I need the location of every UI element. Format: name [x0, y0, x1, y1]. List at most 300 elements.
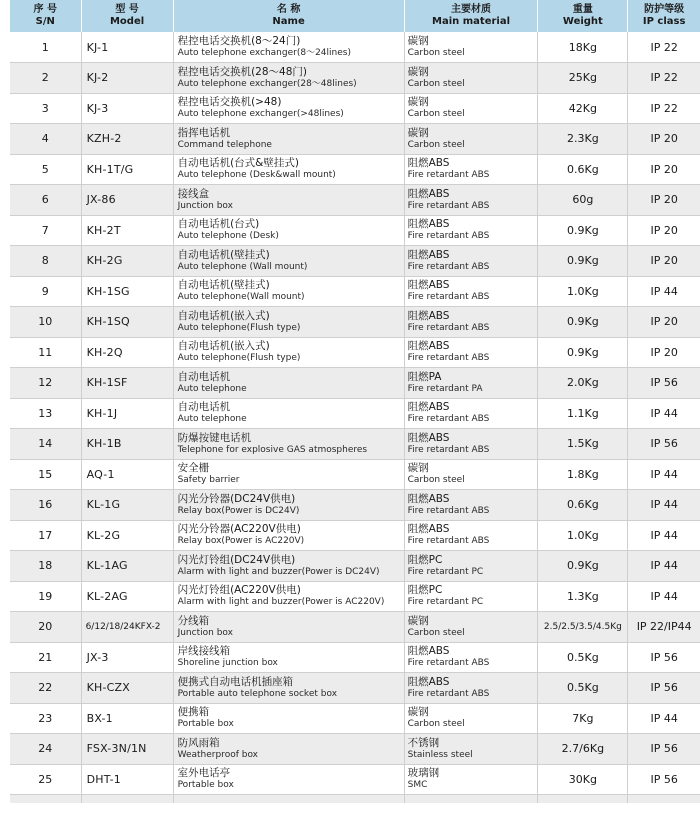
row-sn: 21 [10, 642, 81, 673]
row-material-en: Fire retardant ABS [407, 658, 490, 669]
row-material [404, 154, 538, 185]
row-name-en: Portable auto telephone socket box [177, 688, 338, 699]
row-ip-class: IP 22/IP44 [628, 612, 700, 643]
row-weight: 0.6Kg [538, 490, 628, 521]
row-ip-class: IP 56 [628, 764, 700, 795]
row-sn: 14 [10, 429, 81, 460]
row-material [404, 276, 538, 307]
row-material [404, 93, 538, 124]
row-weight: 2.5/2.5/3.5/4.5Kg [538, 612, 628, 643]
row-weight: 1.0Kg [538, 276, 628, 307]
row-ip-class: IP 44 [628, 398, 700, 429]
row-material-en: Fire retardant ABS [407, 688, 490, 699]
row-weight: 7Kg [538, 703, 628, 734]
row-model: KJ-2 [81, 63, 173, 94]
partial-cell [10, 795, 81, 804]
row-name [173, 93, 404, 124]
row-sn: 13 [10, 398, 81, 429]
row-ip-class: IP 44 [628, 703, 700, 734]
table-row [10, 185, 700, 216]
row-weight: 2.3Kg [538, 124, 628, 155]
row-ip-class: IP 20 [628, 215, 700, 246]
row-weight: 1.1Kg [538, 398, 628, 429]
row-name-en: Portable box [177, 719, 234, 730]
row-model: JX-3 [81, 642, 173, 673]
row-name-en: Auto telephone exchanger(8～24lines) [177, 48, 351, 58]
header-weight [538, 0, 628, 32]
row-material-cn: 碳钢 [407, 614, 429, 627]
row-name-en: Junction box [177, 200, 233, 211]
row-name-cn: 便携箱 [177, 706, 210, 719]
row-material-en: Carbon steel [407, 627, 465, 638]
row-name-en: Junction box [177, 627, 233, 638]
row-name-en: Auto telephone [177, 414, 247, 425]
row-model: KZH-2 [81, 124, 173, 155]
row-name-en: Auto telephone exchanger(28～48lines) [177, 78, 357, 89]
row-material-en: Carbon steel [407, 475, 465, 486]
row-ip-class: IP 22 [628, 32, 700, 63]
row-material [404, 673, 538, 704]
row-name-en: Safety barrier [177, 475, 240, 486]
row-material [404, 520, 538, 551]
row-name-cn: 自动电话机 [177, 401, 231, 414]
row-model: BX-1 [81, 703, 173, 734]
row-sn: 11 [10, 337, 81, 368]
table-row [10, 673, 700, 704]
row-material-en: Carbon steel [407, 109, 465, 120]
table-row-partial [10, 795, 700, 804]
row-name [173, 307, 404, 338]
row-name-cn: 岸线接线箱 [177, 645, 231, 658]
product-table [10, 0, 700, 803]
row-material-en: SMC [407, 780, 428, 791]
row-material-en: Fire retardant ABS [407, 353, 490, 364]
partial-cell [538, 795, 628, 804]
table-row [10, 337, 700, 368]
table-row [10, 124, 700, 155]
header-sn-en: S/N [35, 16, 55, 27]
row-material [404, 307, 538, 338]
row-material-en: Fire retardant ABS [407, 292, 490, 303]
row-material [404, 246, 538, 277]
row-name-cn: 分线箱 [177, 614, 210, 627]
row-sn: 3 [10, 93, 81, 124]
row-material [404, 368, 538, 399]
row-name-cn: 程控电话交换机(>48) [177, 96, 282, 109]
table-row [10, 63, 700, 94]
row-weight: 2.0Kg [538, 368, 628, 399]
row-material-en: Carbon steel [407, 78, 465, 89]
row-sn: 16 [10, 490, 81, 521]
row-material-cn: 不锈钢 [407, 736, 440, 749]
row-material-cn: 碳钢 [407, 462, 429, 475]
table-header-row [10, 0, 700, 32]
row-material-en: Fire retardant PC [407, 597, 484, 608]
table-row [10, 398, 700, 429]
header-material-en: Main material [432, 16, 511, 27]
row-name-cn: 闪光灯铃组(AC220V供电) [177, 584, 301, 597]
header-name [173, 0, 404, 32]
row-weight: 0.9Kg [538, 337, 628, 368]
row-material [404, 642, 538, 673]
row-name [173, 124, 404, 155]
row-name-en: Auto telephone exchanger(>48lines) [177, 109, 344, 120]
row-name-cn: 程控电话交换机(8～24门) [177, 35, 301, 47]
row-name-en: Auto telephone [177, 383, 247, 394]
row-name-cn: 防爆按键电话机 [177, 431, 252, 444]
row-ip-class: IP 44 [628, 459, 700, 490]
header-material [404, 0, 538, 32]
row-sn: 7 [10, 215, 81, 246]
row-ip-class: IP 20 [628, 124, 700, 155]
table-row [10, 581, 700, 612]
table-row [10, 307, 700, 338]
row-material-cn: 阻燃ABS [407, 523, 450, 536]
row-name-cn: 自动电话机(嵌入式) [177, 309, 270, 322]
row-material-cn: 阻燃ABS [407, 675, 450, 688]
row-weight: 1.0Kg [538, 520, 628, 551]
row-name-cn: 便携式自动电话机插座箱 [177, 675, 294, 688]
row-sn: 25 [10, 764, 81, 795]
row-material-en: Fire retardant ABS [407, 200, 490, 211]
header-model [81, 0, 173, 32]
row-sn: 17 [10, 520, 81, 551]
table-row [10, 368, 700, 399]
row-sn: 18 [10, 551, 81, 582]
row-model: DHT-1 [81, 764, 173, 795]
row-ip-class: IP 20 [628, 307, 700, 338]
row-weight: 0.6Kg [538, 154, 628, 185]
row-material-cn: 阻燃ABS [407, 218, 450, 231]
row-name [173, 63, 404, 94]
row-name [173, 368, 404, 399]
row-name-cn: 自动电话机(嵌入式) [177, 340, 270, 353]
row-ip-class: IP 20 [628, 185, 700, 216]
row-model: KH-2T [81, 215, 173, 246]
row-name-cn: 接线盒 [177, 187, 210, 200]
row-material-cn: 阻燃PC [407, 584, 443, 597]
table-row [10, 93, 700, 124]
row-name-en: Auto telephone (Desk) [177, 231, 279, 242]
row-material [404, 703, 538, 734]
row-material-cn: 阻燃ABS [407, 157, 450, 170]
row-material-cn: 阻燃ABS [407, 279, 450, 292]
row-ip-class: IP 44 [628, 276, 700, 307]
row-model: KJ-1 [81, 32, 173, 63]
row-sn: 5 [10, 154, 81, 185]
header-ip-cn: 防护等级 [644, 4, 685, 15]
table-row [10, 764, 700, 795]
header-ip-en: IP class [642, 16, 686, 27]
row-model: KH-CZX [81, 673, 173, 704]
row-model: KH-1SQ [81, 307, 173, 338]
row-weight: 0.5Kg [538, 673, 628, 704]
row-ip-class: IP 56 [628, 429, 700, 460]
row-name-en: Alarm with light and buzzer(Power is DC24V) [177, 566, 380, 577]
row-sn: 6 [10, 185, 81, 216]
row-name [173, 520, 404, 551]
table-body [10, 32, 700, 803]
row-name-cn: 闪光分铃器(DC24V供电) [177, 492, 296, 505]
row-material [404, 734, 538, 765]
row-name-cn: 室外电话亭 [177, 767, 231, 780]
row-weight: 0.9Kg [538, 307, 628, 338]
row-name-cn: 防风雨箱 [177, 736, 220, 749]
row-weight: 18Kg [538, 32, 628, 63]
row-name [173, 581, 404, 612]
table-row [10, 32, 700, 63]
row-material-cn: 碳钢 [407, 96, 429, 109]
table-row [10, 490, 700, 521]
row-name-cn: 自动电话机(壁挂式) [177, 279, 270, 292]
row-name-cn: 程控电话交换机(28～48门) [177, 65, 307, 78]
row-model: KH-2G [81, 246, 173, 277]
row-weight: 0.9Kg [538, 215, 628, 246]
row-name [173, 642, 404, 673]
row-sn: 19 [10, 581, 81, 612]
row-material-en: Fire retardant ABS [407, 536, 490, 547]
header-weight-en: Weight [562, 16, 603, 27]
table-row [10, 520, 700, 551]
row-model: JX-86 [81, 185, 173, 216]
row-material-cn: 碳钢 [407, 65, 429, 78]
row-model: KL-1AG [81, 551, 173, 582]
row-material [404, 124, 538, 155]
row-weight: 0.9Kg [538, 246, 628, 277]
header-model-cn: 型 号 [115, 4, 139, 15]
row-name-en: Auto telephone(Flush type) [177, 322, 301, 333]
row-material-en: Fire retardant ABS [407, 231, 490, 242]
row-name [173, 459, 404, 490]
row-weight: 1.3Kg [538, 581, 628, 612]
row-ip-class: IP 56 [628, 642, 700, 673]
row-model: KH-1SG [81, 276, 173, 307]
row-name-cn: 指挥电话机 [177, 126, 231, 139]
row-sn: 10 [10, 307, 81, 338]
row-weight: 2.7/6Kg [538, 734, 628, 765]
row-model: KH-1T/G [81, 154, 173, 185]
row-sn: 23 [10, 703, 81, 734]
row-name [173, 612, 404, 643]
table-row [10, 215, 700, 246]
row-name-en: Auto telephone(Wall mount) [177, 292, 305, 303]
row-ip-class: IP 56 [628, 734, 700, 765]
row-model: KH-1B [81, 429, 173, 460]
row-weight: 25Kg [538, 63, 628, 94]
row-material [404, 764, 538, 795]
row-material-cn: 阻燃ABS [407, 431, 450, 444]
row-ip-class: IP 20 [628, 246, 700, 277]
row-model: 6/12/18/24KFX-2 [81, 612, 173, 643]
table-row [10, 154, 700, 185]
header-model-en: Model [109, 16, 145, 27]
row-material-cn: 阻燃ABS [407, 645, 450, 658]
table-row [10, 612, 700, 643]
row-model: KJ-3 [81, 93, 173, 124]
table-row [10, 642, 700, 673]
row-name-cn: 安全栅 [177, 462, 210, 475]
row-material-cn: 碳钢 [407, 706, 429, 719]
row-ip-class: IP 44 [628, 490, 700, 521]
row-name-en: Auto telephone (Desk&wall mount) [177, 170, 336, 181]
row-ip-class: IP 44 [628, 520, 700, 551]
row-material [404, 581, 538, 612]
partial-cell [404, 795, 538, 804]
row-material [404, 215, 538, 246]
row-sn: 2 [10, 63, 81, 94]
row-ip-class: IP 56 [628, 368, 700, 399]
row-material [404, 612, 538, 643]
partial-cell [628, 795, 700, 804]
table-row [10, 429, 700, 460]
row-name [173, 429, 404, 460]
row-material-cn: 阻燃ABS [407, 401, 450, 414]
row-material [404, 32, 538, 63]
row-model: KH-2Q [81, 337, 173, 368]
row-sn: 24 [10, 734, 81, 765]
row-name [173, 551, 404, 582]
header-sn-cn: 序 号 [33, 4, 58, 15]
row-name-en: Alarm with light and buzzer(Power is AC220V) [177, 597, 385, 608]
header-material-cn: 主要材质 [451, 4, 492, 15]
row-name [173, 154, 404, 185]
row-material-cn: 阻燃ABS [407, 248, 450, 261]
row-material-en: Stainless steel [407, 749, 473, 760]
row-name [173, 764, 404, 795]
row-material-en: Fire retardant PC [407, 566, 484, 577]
row-ip-class: IP 22 [628, 93, 700, 124]
row-name-en: Auto telephone(Flush type) [177, 353, 301, 364]
table-row [10, 246, 700, 277]
row-weight: 60g [538, 185, 628, 216]
partial-cell [173, 795, 404, 804]
row-material-en: Fire retardant ABS [407, 261, 490, 272]
row-material-cn: 阻燃ABS [407, 492, 450, 505]
header-name-cn: 名 称 [276, 4, 301, 15]
row-name [173, 276, 404, 307]
row-sn: 20 [10, 612, 81, 643]
row-model: KL-1G [81, 490, 173, 521]
row-material-cn: 阻燃ABS [407, 187, 450, 200]
header-weight-cn: 重量 [572, 4, 593, 15]
row-material [404, 429, 538, 460]
row-sn: 22 [10, 673, 81, 704]
row-sn: 1 [10, 32, 81, 63]
row-weight: 42Kg [538, 93, 628, 124]
row-name [173, 32, 404, 63]
row-model: KL-2AG [81, 581, 173, 612]
row-name [173, 215, 404, 246]
row-name [173, 337, 404, 368]
row-ip-class: IP 44 [628, 581, 700, 612]
row-material-cn: 玻璃钢 [407, 767, 440, 780]
row-ip-class: IP 56 [628, 673, 700, 704]
row-weight: 30Kg [538, 764, 628, 795]
row-material-cn: 碳钢 [407, 35, 429, 47]
row-sn: 15 [10, 459, 81, 490]
table-row [10, 734, 700, 765]
row-material [404, 459, 538, 490]
row-sn: 4 [10, 124, 81, 155]
row-name-en: Auto telephone (Wall mount) [177, 261, 308, 272]
row-name-en: Shoreline junction box [177, 658, 278, 669]
row-name-en: Telephone for explosive GAS atmospheres [177, 444, 368, 455]
row-name-cn: 闪光分铃器(AC220V供电) [177, 523, 301, 536]
row-name [173, 398, 404, 429]
row-name-en: Portable box [177, 780, 234, 791]
row-material-en: Fire retardant ABS [407, 170, 490, 181]
row-material-en: Fire retardant PA [407, 383, 483, 394]
header-sn [10, 0, 81, 32]
row-material-cn: 阻燃PA [407, 370, 442, 383]
row-sn: 12 [10, 368, 81, 399]
row-name-cn: 自动电话机(台式) [177, 218, 260, 231]
row-name [173, 185, 404, 216]
row-material-en: Fire retardant ABS [407, 414, 490, 425]
row-material-cn: 阻燃PC [407, 553, 443, 566]
partial-cell [81, 795, 173, 804]
row-material [404, 551, 538, 582]
row-name-cn: 自动电话机(壁挂式) [177, 248, 270, 261]
row-model: FSX-3N/1N [81, 734, 173, 765]
row-weight: 1.5Kg [538, 429, 628, 460]
row-ip-class: IP 20 [628, 337, 700, 368]
row-ip-class: IP 22 [628, 63, 700, 94]
table-row [10, 551, 700, 582]
row-ip-class: IP 20 [628, 154, 700, 185]
row-material-cn: 碳钢 [407, 126, 429, 139]
row-material-en: Carbon steel [407, 719, 465, 730]
row-weight: 0.5Kg [538, 642, 628, 673]
row-sn: 9 [10, 276, 81, 307]
table-row [10, 276, 700, 307]
row-name [173, 490, 404, 521]
row-name-en: Relay box(Power is AC220V) [177, 536, 305, 547]
row-material-cn: 阻燃ABS [407, 340, 450, 353]
row-name [173, 734, 404, 765]
header-name-en: Name [272, 16, 305, 27]
row-material-en: Fire retardant ABS [407, 505, 490, 516]
row-material [404, 63, 538, 94]
row-model: AQ-1 [81, 459, 173, 490]
row-material-cn: 阻燃ABS [407, 309, 450, 322]
row-name-cn: 自动电话机(台式&壁挂式) [177, 157, 299, 170]
row-material-en: Carbon steel [407, 48, 465, 58]
row-ip-class: IP 44 [628, 551, 700, 582]
table-row [10, 703, 700, 734]
row-model: KL-2G [81, 520, 173, 551]
table-row [10, 459, 700, 490]
row-model: KH-1J [81, 398, 173, 429]
row-weight: 0.9Kg [538, 551, 628, 582]
row-sn: 8 [10, 246, 81, 277]
row-name-cn: 闪光灯铃组(DC24V供电) [177, 553, 296, 566]
row-name-en: Command telephone [177, 139, 272, 150]
row-material [404, 185, 538, 216]
row-name [173, 673, 404, 704]
row-name-en: Weatherproof box [177, 749, 258, 760]
row-material [404, 398, 538, 429]
row-name-en: Relay box(Power is DC24V) [177, 505, 300, 516]
row-material-en: Carbon steel [407, 139, 465, 150]
row-name [173, 246, 404, 277]
row-material-en: Fire retardant ABS [407, 444, 490, 455]
row-material-en: Fire retardant ABS [407, 322, 490, 333]
row-material [404, 337, 538, 368]
row-name [173, 703, 404, 734]
row-material [404, 490, 538, 521]
row-model: KH-1SF [81, 368, 173, 399]
